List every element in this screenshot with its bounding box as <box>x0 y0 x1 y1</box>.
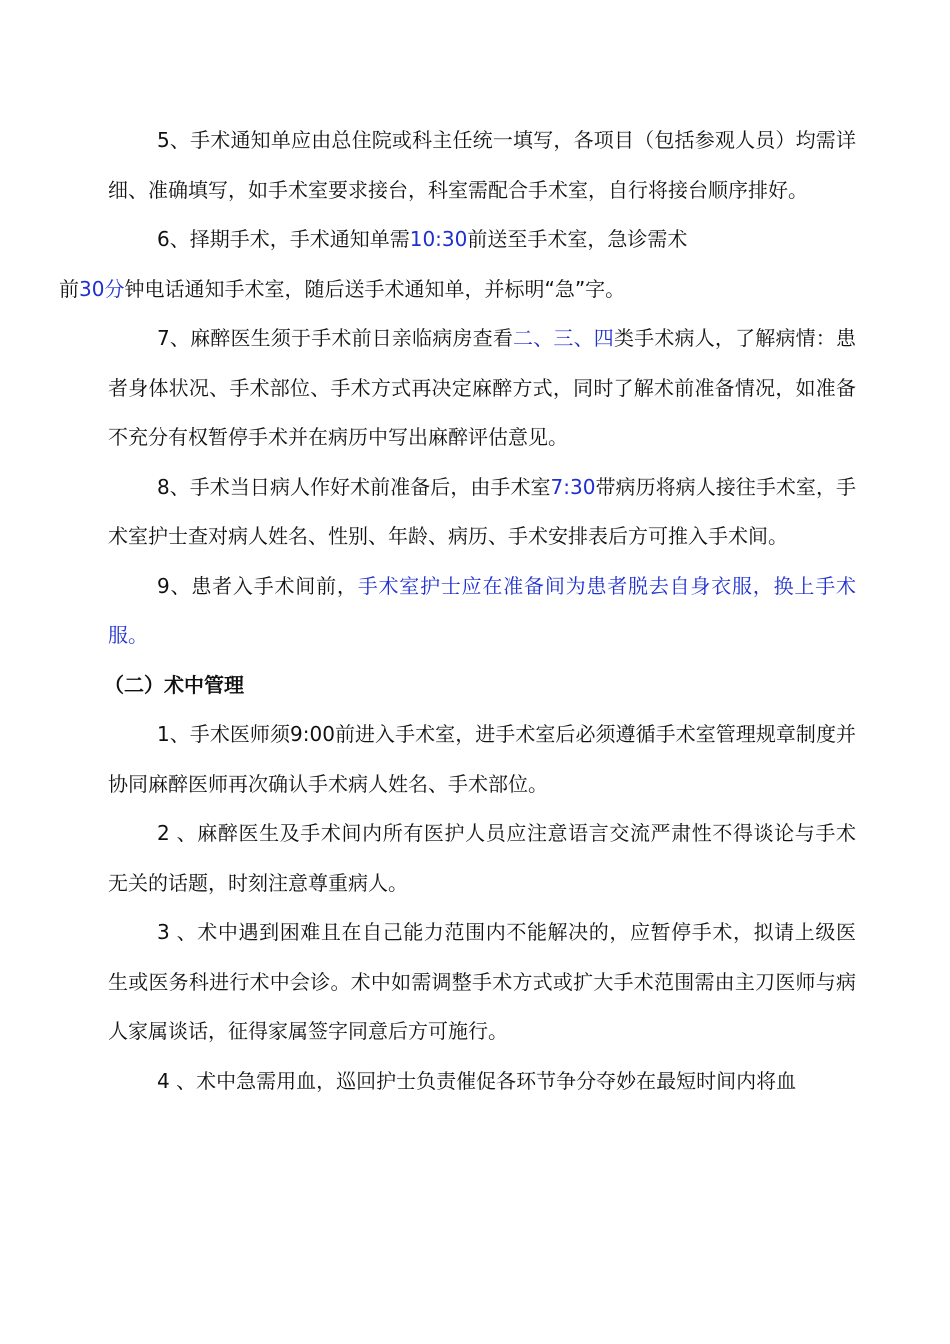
item-4: 4 、术中急需用血，巡回护士负责催促各环节争分夺妙在最短时间内将血 <box>157 1068 797 1093</box>
document-page <box>59 116 856 1106</box>
time-highlight: 10:30 <box>409 227 468 251</box>
time-highlight-2: 7:30 <box>550 474 596 499</box>
paragraph-9 <box>108 562 856 661</box>
paragraph-7-part-b: 类手术病人，了解病情：患者身体状况、手术部位、手术方式再决定麻醉方式，同时了解术前准备情况，如准备不充分有权暂停手术并在病历中写出麻醉评估意见。 <box>108 326 856 449</box>
paragraph-7-part-a: 7、麻醉医生须于手术前日亲临病房查看 <box>157 326 514 350</box>
category-highlight: 二、三、四 <box>513 326 614 350</box>
paragraph-8-part-b: 带病历将病人接往手术室，手术室护士查对病人姓名、性别、年龄、病历、手术安排表后方可推入手术间。 <box>108 474 856 548</box>
item-1: 1、手术医师须9:00前进入手术室，进手术室后必须遵循手术室管理规章制度并协同麻醉医师再次确认手术病人姓名、手术部位。 <box>108 722 856 796</box>
paragraph-8-part-a: 8、手术当日病人作好术前准备后，由手术室 <box>157 474 551 499</box>
item-2: 2 、麻醉医生及手术间内所有医护人员应注意语言交流严肃性不得谈论与手术无关的话题，时刻注意尊重病人。 <box>108 821 856 895</box>
paragraph-9-part-a: 9、患者入手术间前， <box>157 573 358 598</box>
gown-highlight: 手术室护士应在准备间为患者脱去自身衣服，换上手术服。 <box>108 573 856 647</box>
item-3: 3 、术中遇到困难且在自己能力范围内不能解决的，应暂停手术，拟请上级医生或医务科进行术中会诊。术中如需调整手术方式或扩大手术范围需由主刀医师与病人家属谈话，征得家属签字同意后方可施行。 <box>108 920 856 1043</box>
paragraph-6 <box>59 215 856 314</box>
minutes-highlight: 30分 <box>79 276 125 301</box>
paragraph-6-part-b: 前送至手术室，急诊需术 <box>467 227 688 251</box>
paragraph-5: 5、手术通知单应由总住院或科主任统一填写，各项目（包括参观人员）均需详细、准确填写，如手术室要求接台，科室需配合手术室，自行将接台顺序排好。 <box>108 128 856 202</box>
section-heading: （二）术中管理 <box>104 672 244 697</box>
paragraph-6-part-c: 前 <box>59 276 79 301</box>
paragraph-7 <box>108 314 856 463</box>
paragraph-8 <box>108 463 856 562</box>
paragraph-6-part-d: 钟电话通知手术室，随后送手术通知单，并标明“急”字。 <box>124 276 626 301</box>
paragraph-6-part-a: 6、择期手术，手术通知单需 <box>157 227 410 251</box>
